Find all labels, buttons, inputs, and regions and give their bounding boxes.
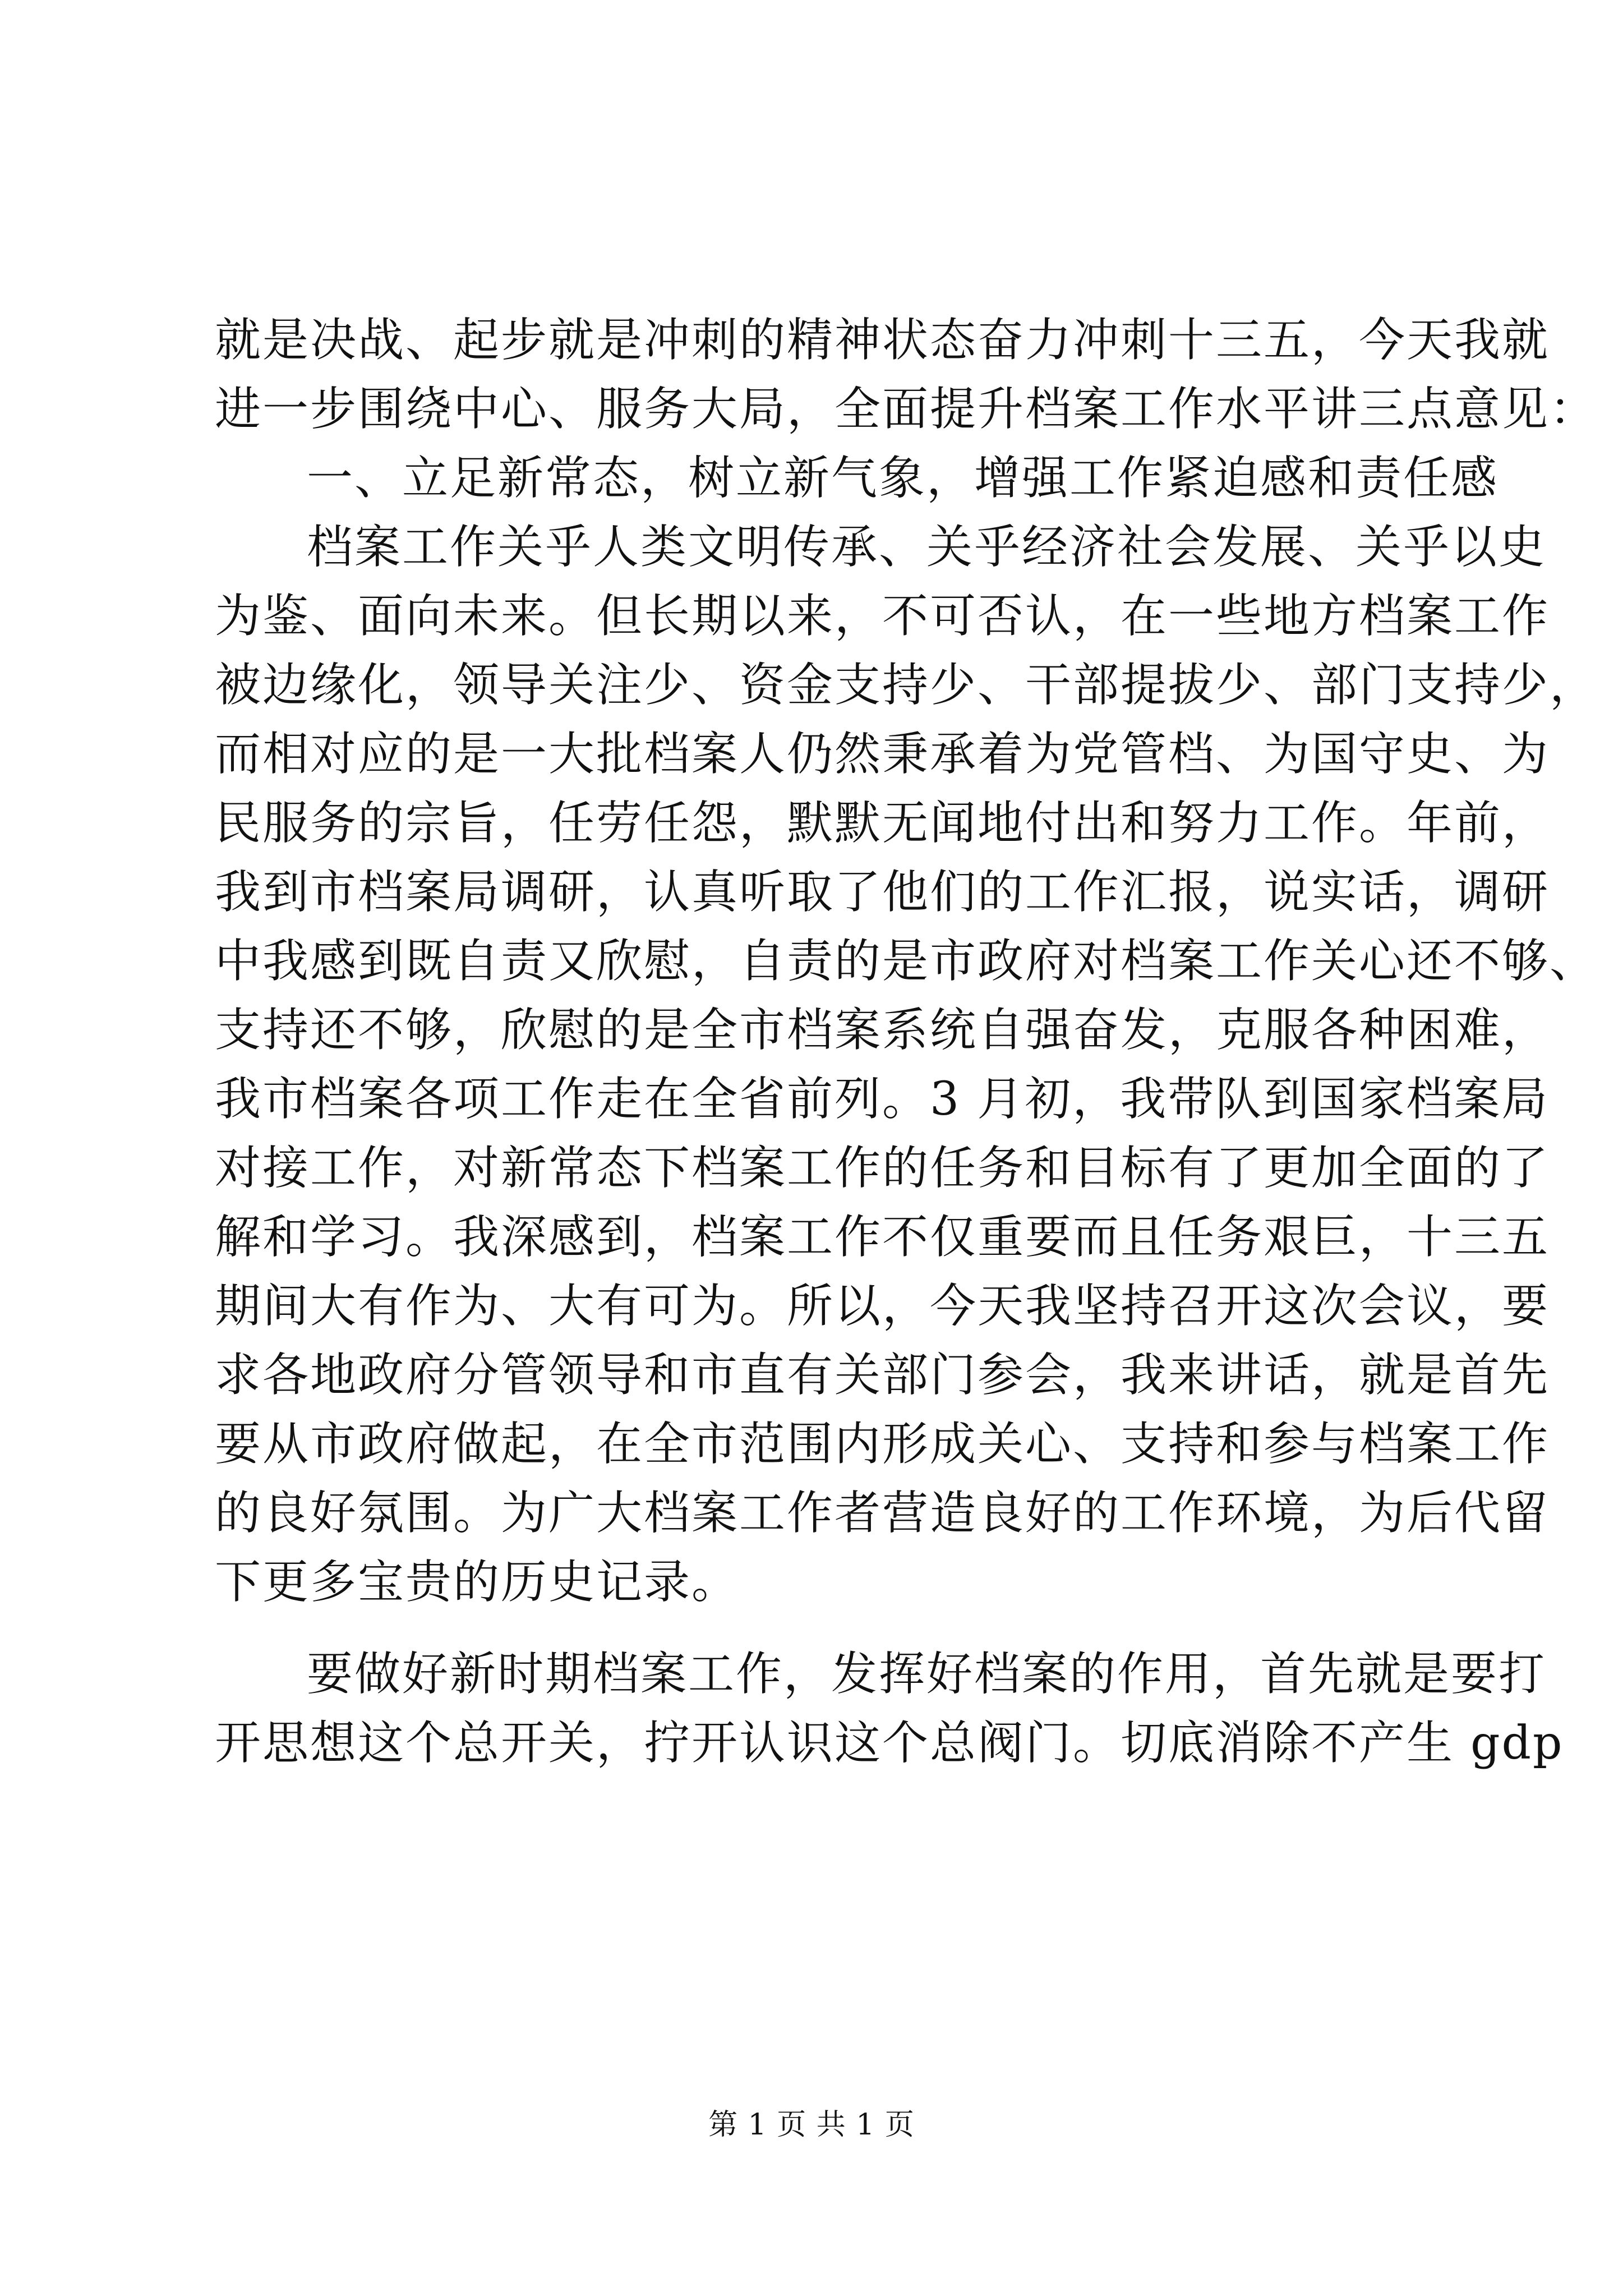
text-line: 对接工作，对新常态下档案工作的任务和目标有了更加全面的了 — [215, 1142, 1550, 1195]
paragraph-start-line: 要做好新时期档案工作，发挥好档案的作用，首先就是要打 — [307, 1648, 1547, 1701]
text-line: 我市档案各项工作走在全省前列。3 月初，我带队到国家档案局 — [215, 1073, 1550, 1126]
text-line: 支持还不够，欣慰的是全市档案系统自强奋发，克服各种困难， — [215, 1004, 1550, 1057]
text-line: 求各地政府分管领导和市直有关部门参会，我来讲话，就是首先 — [215, 1349, 1550, 1402]
page-footer: 第 1 页 共 1 页 — [708, 2108, 915, 2142]
text-line: 的良好氛围。为广大档案工作者营造良好的工作环境，为后代留 — [215, 1487, 1550, 1540]
text-line: 要从市政府做起，在全市范围内形成关心、支持和参与档案工作 — [215, 1418, 1550, 1471]
text-line: 开思想这个总开关，拧开认识这个总阀门。切底消除不产生 gdp — [215, 1717, 1564, 1770]
text-line: 民服务的宗旨，任劳任怨，默默无闻地付出和努力工作。年前， — [215, 797, 1550, 850]
text-line: 进一步围绕中心、服务大局，全面提升档案工作水平讲三点意见： — [215, 383, 1598, 436]
text-line: 解和学习。我深感到，档案工作不仅重要而且任务艰巨，十三五 — [215, 1211, 1550, 1264]
text-line: 我到市档案局调研，认真听取了他们的工作汇报，说实话，调研 — [215, 866, 1550, 919]
text-line: 下更多宝贵的历史记录。 — [215, 1556, 740, 1609]
paragraph-gap — [215, 1617, 1415, 1640]
text-line: 被边缘化，领导关注少、资金支持少、干部提拔少、部门支持少， — [215, 659, 1598, 712]
section-heading: 一、立足新常态，树立新气象，增强工作紧迫感和责任感 — [307, 452, 1499, 505]
text-line: 中我感到既自责又欣慰，自责的是市政府对档案工作关心还不够、 — [215, 935, 1598, 988]
paragraph-start-line: 档案工作关乎人类文明传承、关乎经济社会发展、关乎以史 — [307, 521, 1547, 574]
text-line: 而相对应的是一大批档案人仍然秉承着为党管档、为国守史、为 — [215, 728, 1550, 781]
text-line: 为鉴、面向未来。但长期以来，不可否认，在一些地方档案工作 — [215, 590, 1550, 643]
text-line: 期间大有作为、大有可为。所以，今天我坚持召开这次会议，要 — [215, 1280, 1550, 1333]
text-line: 就是决战、起步就是冲刺的精神状态奋力冲刺十三五，今天我就 — [215, 314, 1550, 367]
document-body — [215, 306, 1598, 1778]
